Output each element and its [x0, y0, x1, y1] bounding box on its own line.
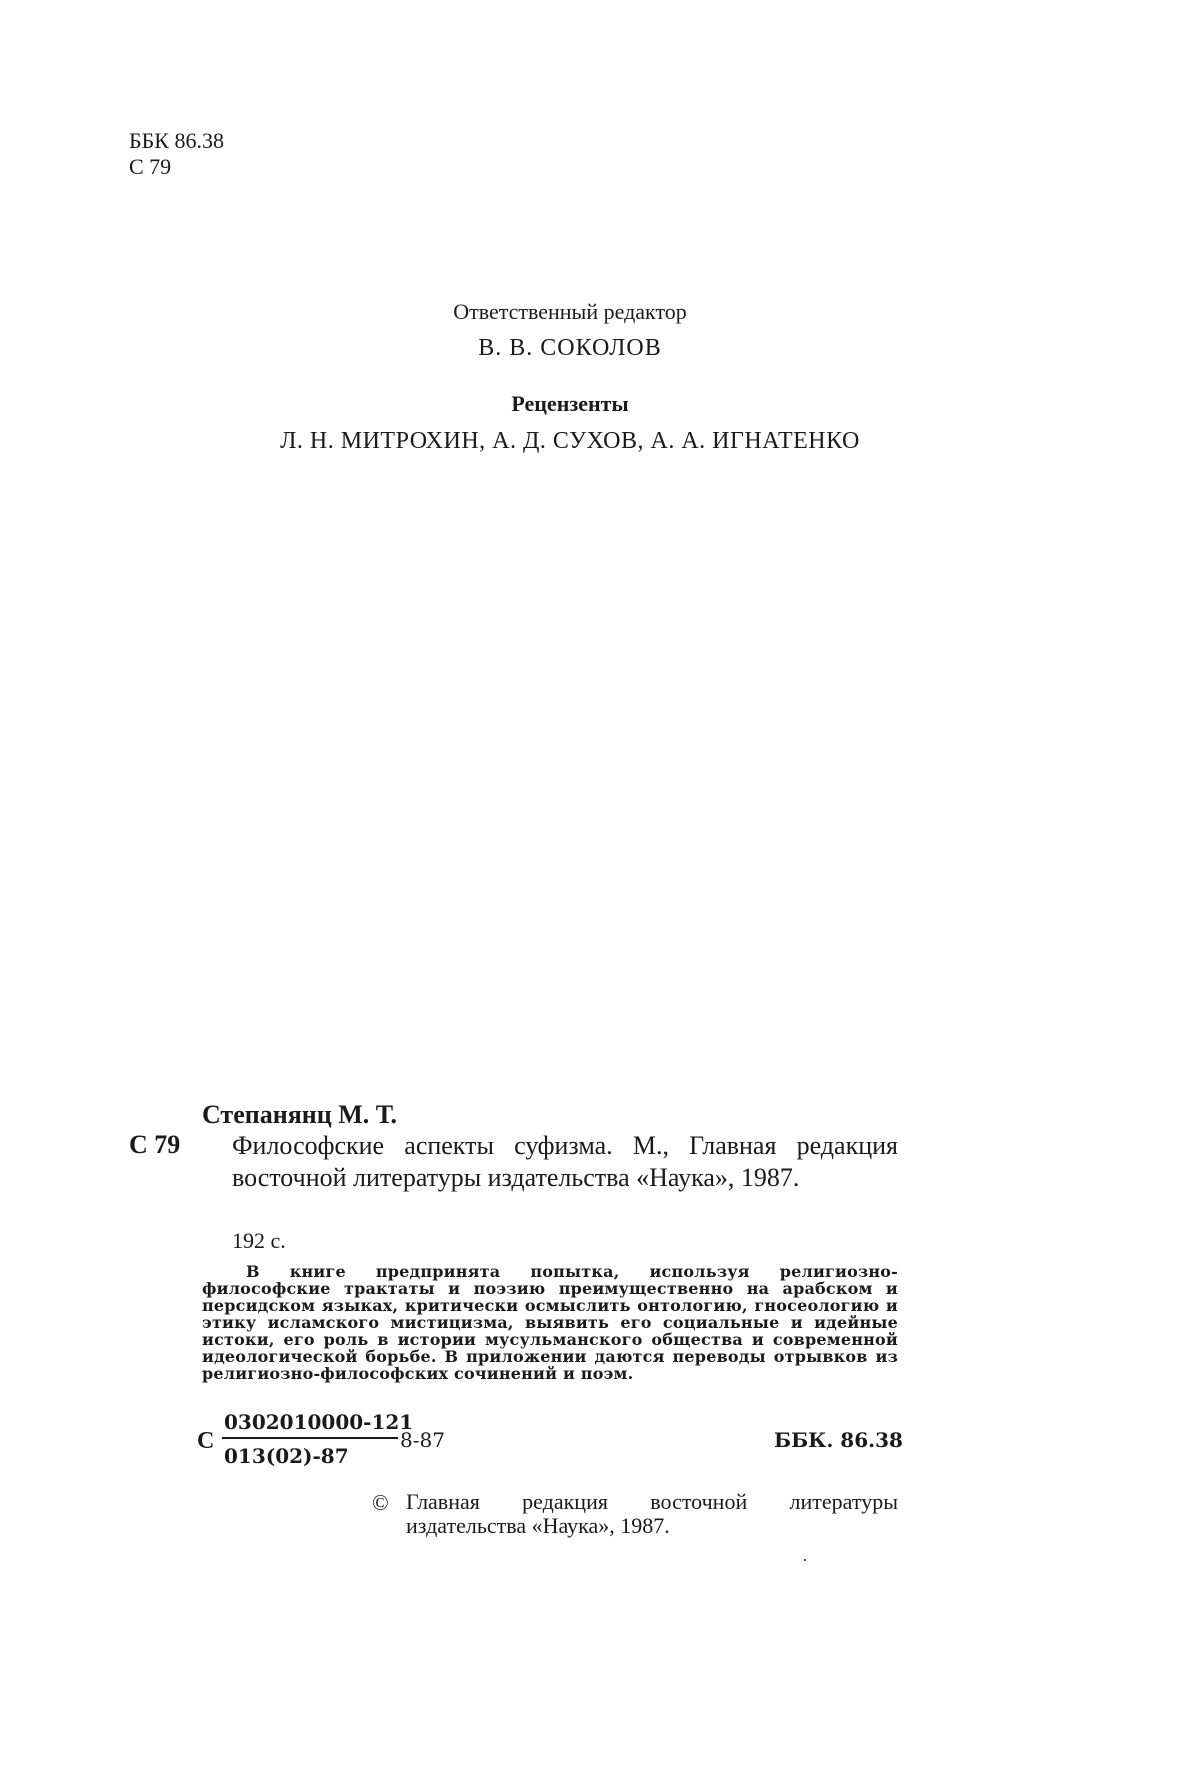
card-pages: 192 с. [232, 1228, 286, 1253]
card-annotation: В книге предпринята попытка, используя религиозно-философские трактаты и поэзию преимущественно на арабском и персидском языках, критически осмыслить онтологию, гносеологию и этику исламского мистицизма, выявить его социальные и идейные истоки, его роль в истории мусульманского общества и современной идеологической борьбе. В приложении даются переводы отрывков из религиозно-философских сочинений и поэм. [202, 1262, 898, 1383]
copyright-icon: © [372, 1490, 389, 1515]
card-author: Степанянц М. Т. [202, 1100, 398, 1129]
formula-suffix: 8-87 [400, 1428, 445, 1452]
editor-caption: Ответственный редактор [453, 299, 687, 324]
formula-numerator: 0302010000-121 [224, 1410, 414, 1434]
author-mark: С 79 [129, 154, 172, 179]
formula-fraction-line [222, 1437, 398, 1439]
card-description: Философские аспекты суфизма. М., Главная редакция восточной литературы издательства «Наука», 1987. [232, 1131, 898, 1192]
reviewers-caption: Рецензенты [511, 391, 629, 416]
bbk-code: ББК 86.38 [129, 128, 224, 153]
classification-block [129, 128, 224, 180]
copyright-text: Главная редакция восточной литературы издательства «Наука», 1987. [406, 1489, 898, 1538]
editor-name: В. В. СОКОЛОВ [478, 335, 662, 361]
reviewers-names: Л. Н. МИТРОХИН, А. Д. СУХОВ, А. А. ИГНАТЕНКО [280, 428, 860, 454]
formula-letter: С [197, 1428, 215, 1454]
scan-speck [804, 1559, 806, 1561]
bbk-bottom: ББК. 86.38 [774, 1428, 903, 1452]
formula-denominator: 013(02)-87 [224, 1444, 349, 1468]
card-index: С 79 [129, 1130, 181, 1159]
